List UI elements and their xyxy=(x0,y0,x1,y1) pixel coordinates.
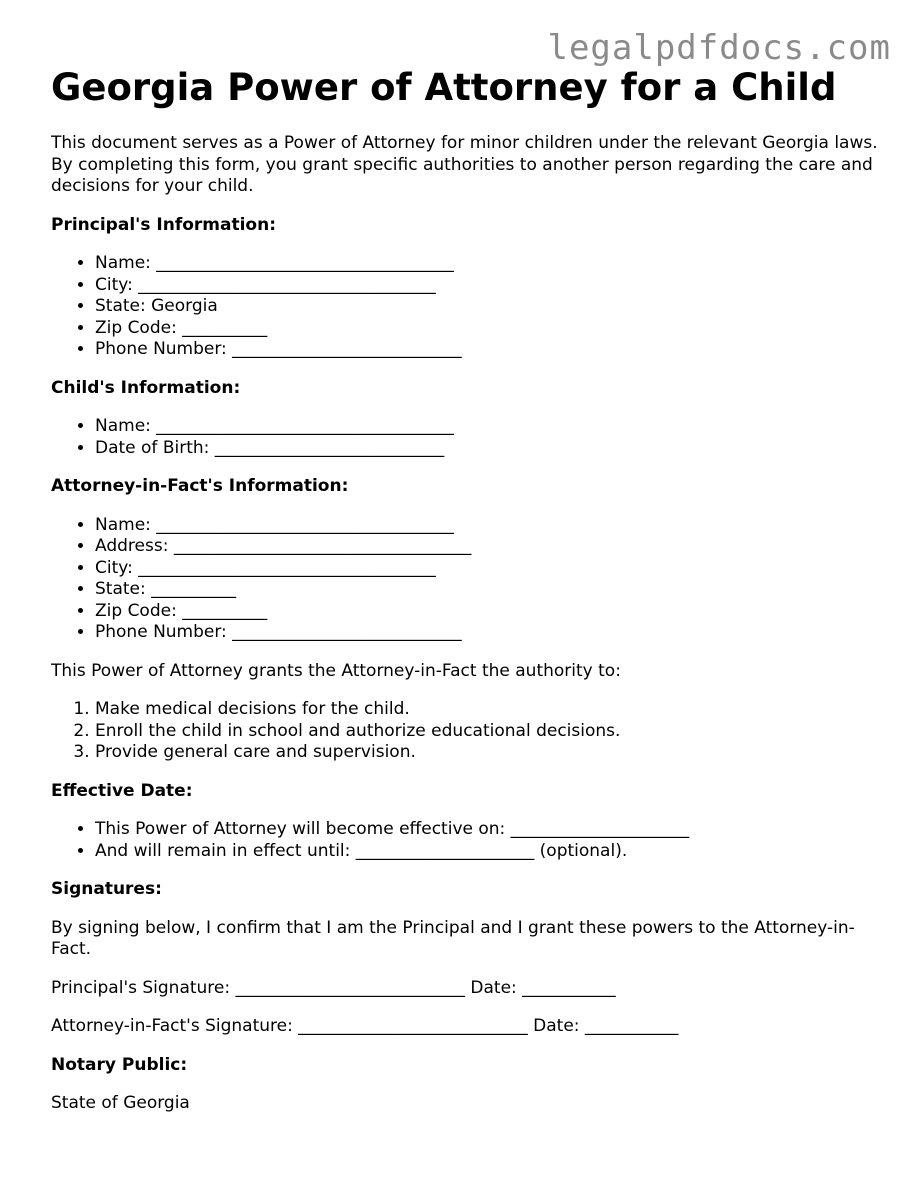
attorney-state-field: • State: __________ xyxy=(95,579,881,601)
effective-heading: Effective Date: xyxy=(51,780,193,801)
child-dob-field: • Date of Birth: ___________________________ xyxy=(95,438,881,460)
intro-paragraph: This document serves as a Power of Attorney for minor children under the relevant Georgia laws. By completing this form, you grant specific authorities to another person regarding the care and decisions for your child. xyxy=(51,133,878,196)
child-heading: Child's Information: xyxy=(51,377,241,398)
child-list xyxy=(51,416,881,459)
attorney-zip-field: • Zip Code: __________ xyxy=(95,601,881,623)
signatures-text: By signing below, I confirm that I am the Principal and I grant these powers to the Attorney-in-Fact. xyxy=(51,917,855,959)
attorney-heading: Attorney-in-Fact's Information: xyxy=(51,476,349,496)
principal-phone-field: • Phone Number: ___________________________ xyxy=(95,339,881,361)
attorney-list xyxy=(51,515,881,644)
grant-item: 2. Enroll the child in school and authorize educational decisions. xyxy=(95,721,881,743)
principal-city-field: • City: ___________________________________ xyxy=(95,275,881,297)
grants-list xyxy=(51,699,881,764)
effective-start-field: • This Power of Attorney will become effective on: _____________________ xyxy=(95,819,881,841)
attorney-address-field: • Address: ___________________________________ xyxy=(95,536,881,558)
principal-state-field: • State: Georgia xyxy=(95,296,881,318)
notary-heading: Notary Public: xyxy=(51,1054,188,1075)
document-page xyxy=(51,66,881,1115)
attorney-signature-line: Attorney-in-Fact's Signature: ___________________________ Date: ___________ xyxy=(51,1016,679,1036)
principal-heading: Principal's Information: xyxy=(51,214,276,235)
signatures-heading: Signatures: xyxy=(51,879,162,899)
principal-zip-field: • Zip Code: __________ xyxy=(95,318,881,340)
notary-state: State of Georgia xyxy=(51,1093,190,1113)
grant-item: 1. Make medical decisions for the child. xyxy=(95,699,881,721)
principal-signature-line: Principal's Signature: ___________________________ Date: ___________ xyxy=(51,977,616,998)
grant-item: 3. Provide general care and supervision. xyxy=(95,742,881,764)
attorney-phone-field: • Phone Number: ___________________________ xyxy=(95,622,881,644)
principal-name-field: • Name: ___________________________________ xyxy=(95,253,881,275)
principal-list xyxy=(51,253,881,361)
attorney-city-field: • City: ___________________________________ xyxy=(95,558,881,580)
effective-end-field: • And will remain in effect until: _____________________ (optional). xyxy=(95,841,881,863)
effective-list xyxy=(51,819,881,862)
watermark: legalpdfdocs.com xyxy=(547,28,891,68)
child-name-field: • Name: ___________________________________ xyxy=(95,416,881,438)
attorney-name-field: • Name: ___________________________________ xyxy=(95,515,881,537)
grants-text: This Power of Attorney grants the Attorney-in-Fact the authority to: xyxy=(51,660,621,681)
page-title: Georgia Power of Attorney for a Child xyxy=(51,66,837,109)
